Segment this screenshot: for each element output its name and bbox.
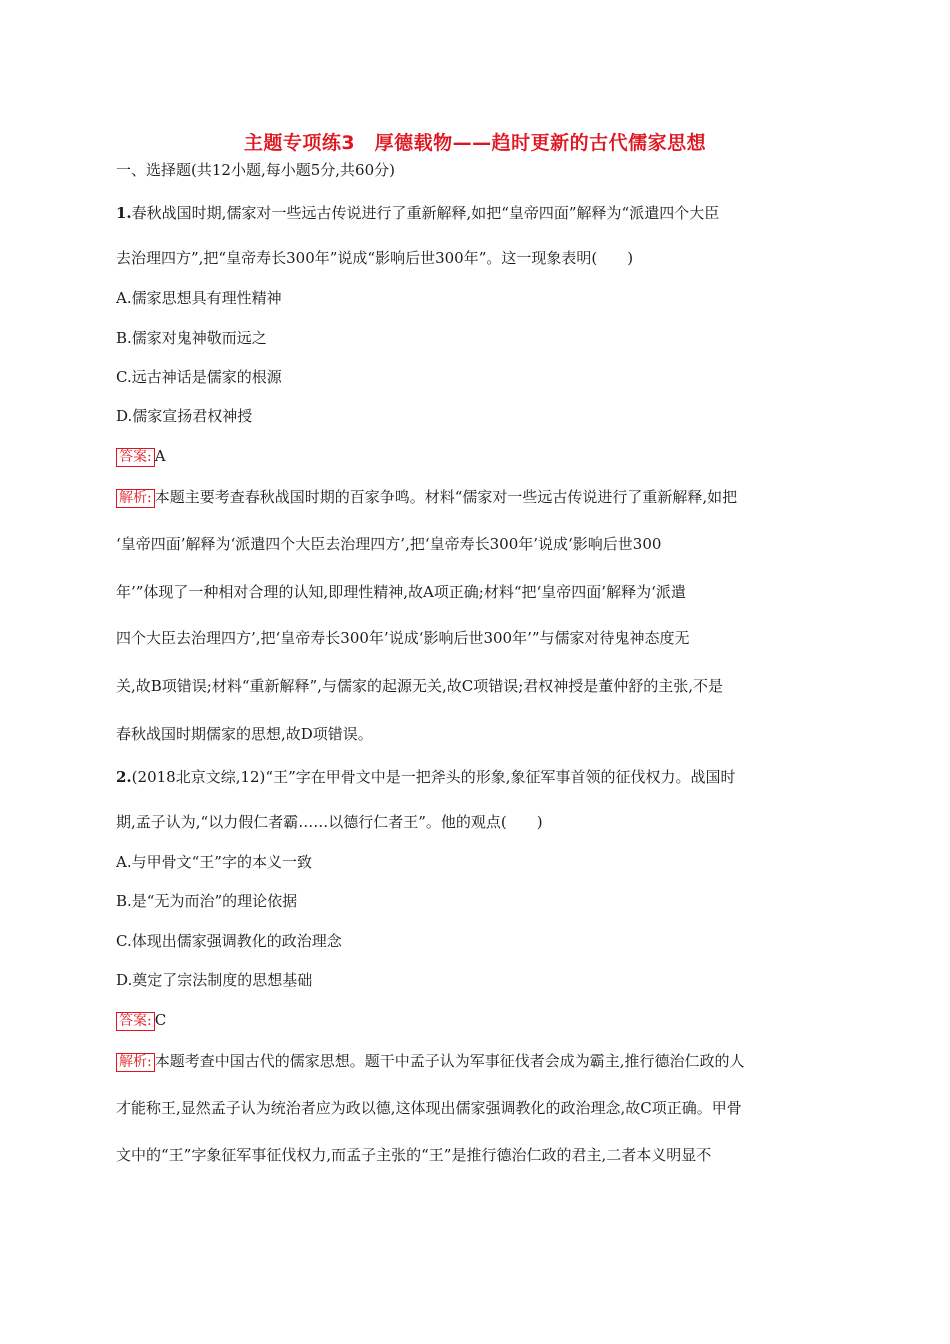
question-1-analysis-line-1 bbox=[116, 487, 836, 508]
question-1-analysis-line-6: 春秋战国时期儒家的思想,故D项错误。 bbox=[116, 725, 373, 743]
question-2-stem-line-1 bbox=[116, 767, 836, 787]
question-2-number: 2. bbox=[116, 768, 132, 786]
question-1-option-b: B.儒家对鬼神敬而远之 bbox=[116, 329, 267, 347]
question-1-analysis-line-3: 年’”体现了一种相对合理的认知,即理性精神,故A项正确;材料“把‘皇帝四面’解释为‘派遣 bbox=[116, 583, 686, 601]
question-2-analysis-text-1: 本题考查中国古代的儒家思想。题干中孟子认为军事征伐者会成为霸主,推行德治仁政的人 bbox=[154, 1052, 745, 1070]
section-heading: 一、选择题(共12小题,每小题5分,共60分) bbox=[116, 161, 395, 179]
question-2-analysis-line-2: 才能称王,显然孟子认为统治者应为政以德,这体现出儒家强调教化的政治理念,故C项正确。甲骨 bbox=[116, 1099, 742, 1117]
question-1-option-a: A.儒家思想具有理性精神 bbox=[116, 289, 282, 307]
question-2-answer-value: C bbox=[154, 1011, 167, 1029]
question-1-analysis-line-4: 四个大臣去治理四方’,把‘皇帝寿长300年’说成‘影响后世300年’”与儒家对待鬼神态度无 bbox=[116, 629, 690, 647]
question-1-option-c: C.远古神话是儒家的根源 bbox=[116, 368, 282, 386]
question-1-analysis-line-5: 关,故B项错误;材料“重新解释”,与儒家的起源无关,故C项错误;君权神授是董仲舒的主张,不是 bbox=[116, 677, 724, 695]
question-2-analysis-line-3: 文中的“王”字象征军事征伐权力,而孟子主张的“王”是推行德治仁政的君主,二者本义明显不 bbox=[116, 1146, 712, 1164]
question-1-analysis-line-2: ‘皇帝四面’解释为‘派遣四个大臣去治理四方’,把‘皇帝寿长300年’说成‘影响后世300 bbox=[116, 535, 662, 553]
question-1-answer-value: A bbox=[154, 447, 166, 465]
question-1-analysis-text-1: 本题主要考查春秋战国时期的百家争鸣。材料“儒家对一些远古传说进行了重新解释,如把 bbox=[154, 488, 738, 506]
question-2-option-c: C.体现出儒家强调教化的政治理念 bbox=[116, 932, 342, 950]
page-title: 主题专项练3 厚德载物——趋时更新的古代儒家思想 bbox=[243, 132, 707, 154]
analysis-label: 解析: bbox=[116, 1053, 155, 1072]
question-1-stem-line-1 bbox=[116, 203, 836, 223]
answer-label: 答案: bbox=[116, 448, 155, 467]
question-1-stem-text-1: 春秋战国时期,儒家对一些远古传说进行了重新解释,如把“皇帝四面”解释为“派遣四个大臣 bbox=[131, 204, 720, 222]
question-2-analysis-line-1 bbox=[116, 1051, 836, 1072]
question-2-stem-text-1: (2018北京文综,12)“王”字在甲骨文中是一把斧头的形象,象征军事首领的征伐权力。战国时 bbox=[131, 768, 736, 786]
question-1-answer bbox=[116, 446, 836, 467]
question-2-stem-line-2: 期,孟子认为,“以力假仁者霸……以德行仁者王”。他的观点( ) bbox=[116, 813, 543, 831]
question-2-answer bbox=[116, 1010, 836, 1031]
question-2-option-a: A.与甲骨文“王”字的本义一致 bbox=[116, 853, 312, 871]
question-2-option-b: B.是“无为而治”的理论依据 bbox=[116, 892, 298, 910]
answer-label: 答案: bbox=[116, 1012, 155, 1031]
question-1-option-d: D.儒家宣扬君权神授 bbox=[116, 407, 253, 425]
analysis-label: 解析: bbox=[116, 489, 155, 508]
question-2-option-d: D.奠定了宗法制度的思想基础 bbox=[116, 971, 313, 989]
question-1-stem-line-2: 去治理四方”,把“皇帝寿长300年”说成“影响后世300年”。这一现象表明( ) bbox=[116, 249, 634, 267]
question-1-number: 1. bbox=[116, 204, 132, 222]
